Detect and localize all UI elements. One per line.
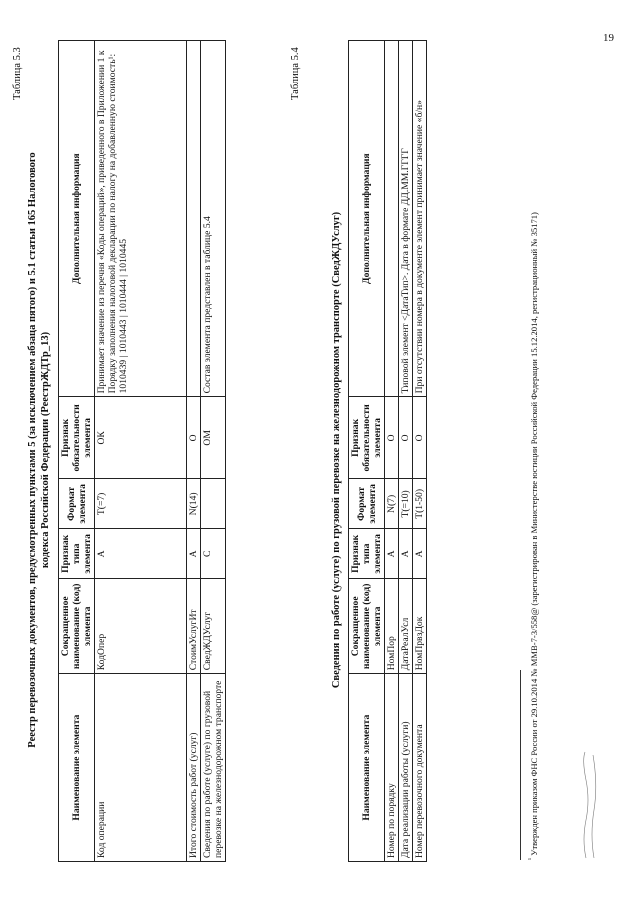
table-cell: О: [413, 397, 427, 479]
table-cell: Номер перевозочного документа: [413, 674, 427, 862]
header-cell: Формат элемента: [349, 479, 385, 529]
table-5-3: [58, 40, 226, 862]
table-cell: Принимает значение из перечня «Коды операций», приведенного в Приложении 1 к Порядку заполнения налоговой декларации по налогу на добавленную стоимость¹: 1010439 | 1010443 | 1010444 | 1010445: [95, 41, 187, 397]
table-row: [399, 41, 413, 862]
table-5-4-title: Сведения по работе (услуге) по грузовой перевозке на железнодорожном транспорте (СведЖДУслуг): [331, 211, 342, 689]
header-cell: Сокращенное наименование (код) элемента: [59, 579, 95, 674]
table-cell: А: [187, 529, 201, 579]
table-cell: [201, 479, 226, 529]
table-cell: КодОпер: [95, 579, 187, 674]
table-cell: НомПрвзДок: [413, 579, 427, 674]
footnote-text: Утвержден приказом ФНС России от 29.10.2014 № ММВ-7-3/558@ (зарегистрирован в Министерстве юстиции Российской Федерации 15.12.2014, регистрационный № 35171): [528, 212, 539, 856]
header-cell: Формат элемента: [59, 479, 95, 529]
table-cell: Состав элемента представлен в таблице 5.4: [201, 41, 226, 397]
table-cell: Т(=10): [399, 479, 413, 529]
table-cell: ОК: [95, 397, 187, 479]
table-cell: А: [95, 529, 187, 579]
table-cell: Т(1-50): [413, 479, 427, 529]
table-cell: О: [399, 397, 413, 479]
footnote: [526, 30, 540, 860]
table-cell: N(14): [187, 479, 201, 529]
table-cell: Итого стоимость работ (услуг): [187, 674, 201, 862]
table-cell: О: [187, 397, 201, 479]
stamp-scribble-icon: [580, 750, 600, 860]
header-cell: Сокращенное наименование (код) элемента: [349, 579, 385, 674]
header-cell: Признак обязательности элемента: [59, 397, 95, 479]
header-cell: Признак типа элемента: [349, 529, 385, 579]
table-cell: СтоимУслугИт: [187, 579, 201, 674]
table-cell: Сведения по работе (услуге) по грузовой перевозке на железнодорожном транспорте: [201, 674, 226, 862]
table-cell: С: [201, 529, 226, 579]
table-row: [95, 41, 187, 862]
table-cell: Дата реализации работы (услуги): [399, 674, 413, 862]
footnote-mark: ¹: [527, 857, 535, 860]
table-cell: НомПор: [385, 579, 399, 674]
table-cell: СведЖДУслуг: [201, 579, 226, 674]
table-5-3-title: Реестр перевозочных документов, предусмотренных пунктами 5 (за исключением абзаца пятого) и 5.1 статьи 165 Налогового кодекса Российской Федерации (РеестрЖДТр_13): [27, 152, 51, 748]
header-cell: Признак обязательности элемента: [349, 397, 385, 479]
header-cell: Признак типа элемента: [59, 529, 95, 579]
table-5-3-caption: Таблица 5.3: [12, 47, 23, 100]
table-row: [201, 41, 226, 862]
table-row: [187, 41, 201, 862]
table-row: [385, 41, 399, 862]
table-5-4-caption: Таблица 5.4: [290, 47, 301, 100]
table-cell: ОМ: [201, 397, 226, 479]
table-cell: А: [399, 529, 413, 579]
table-cell: Т(=7): [95, 479, 187, 529]
header-cell: Дополнительная информация: [349, 41, 385, 397]
table-cell: [187, 41, 201, 397]
header-cell: Наименование элемента: [349, 674, 385, 862]
table-cell: N(7): [385, 479, 399, 529]
table-cell: А: [385, 529, 399, 579]
table-cell: О: [385, 397, 399, 479]
header-cell: Дополнительная информация: [59, 41, 95, 397]
table-cell: А: [413, 529, 427, 579]
footnote-divider: [520, 670, 521, 860]
header-cell: Наименование элемента: [59, 674, 95, 862]
table-cell: ДатаРеалУсл: [399, 579, 413, 674]
table-header-row: [59, 41, 95, 862]
scan-stamp-decoration: [580, 740, 603, 860]
table-cell: [385, 41, 399, 397]
table-5-4: [348, 40, 427, 862]
table-cell: Номер по порядку: [385, 674, 399, 862]
table-cell: При отсутствии номера в документе элемент принимает значение «б/н»: [413, 41, 427, 397]
page-number: 19: [603, 32, 614, 44]
table-header-row: [349, 41, 385, 862]
table-cell: Типовой элемент <ДатаТип>. Дата в формате ДД.ММ.ГГГГ: [399, 41, 413, 397]
table-row: [413, 41, 427, 862]
table-cell: Код операции: [95, 674, 187, 862]
